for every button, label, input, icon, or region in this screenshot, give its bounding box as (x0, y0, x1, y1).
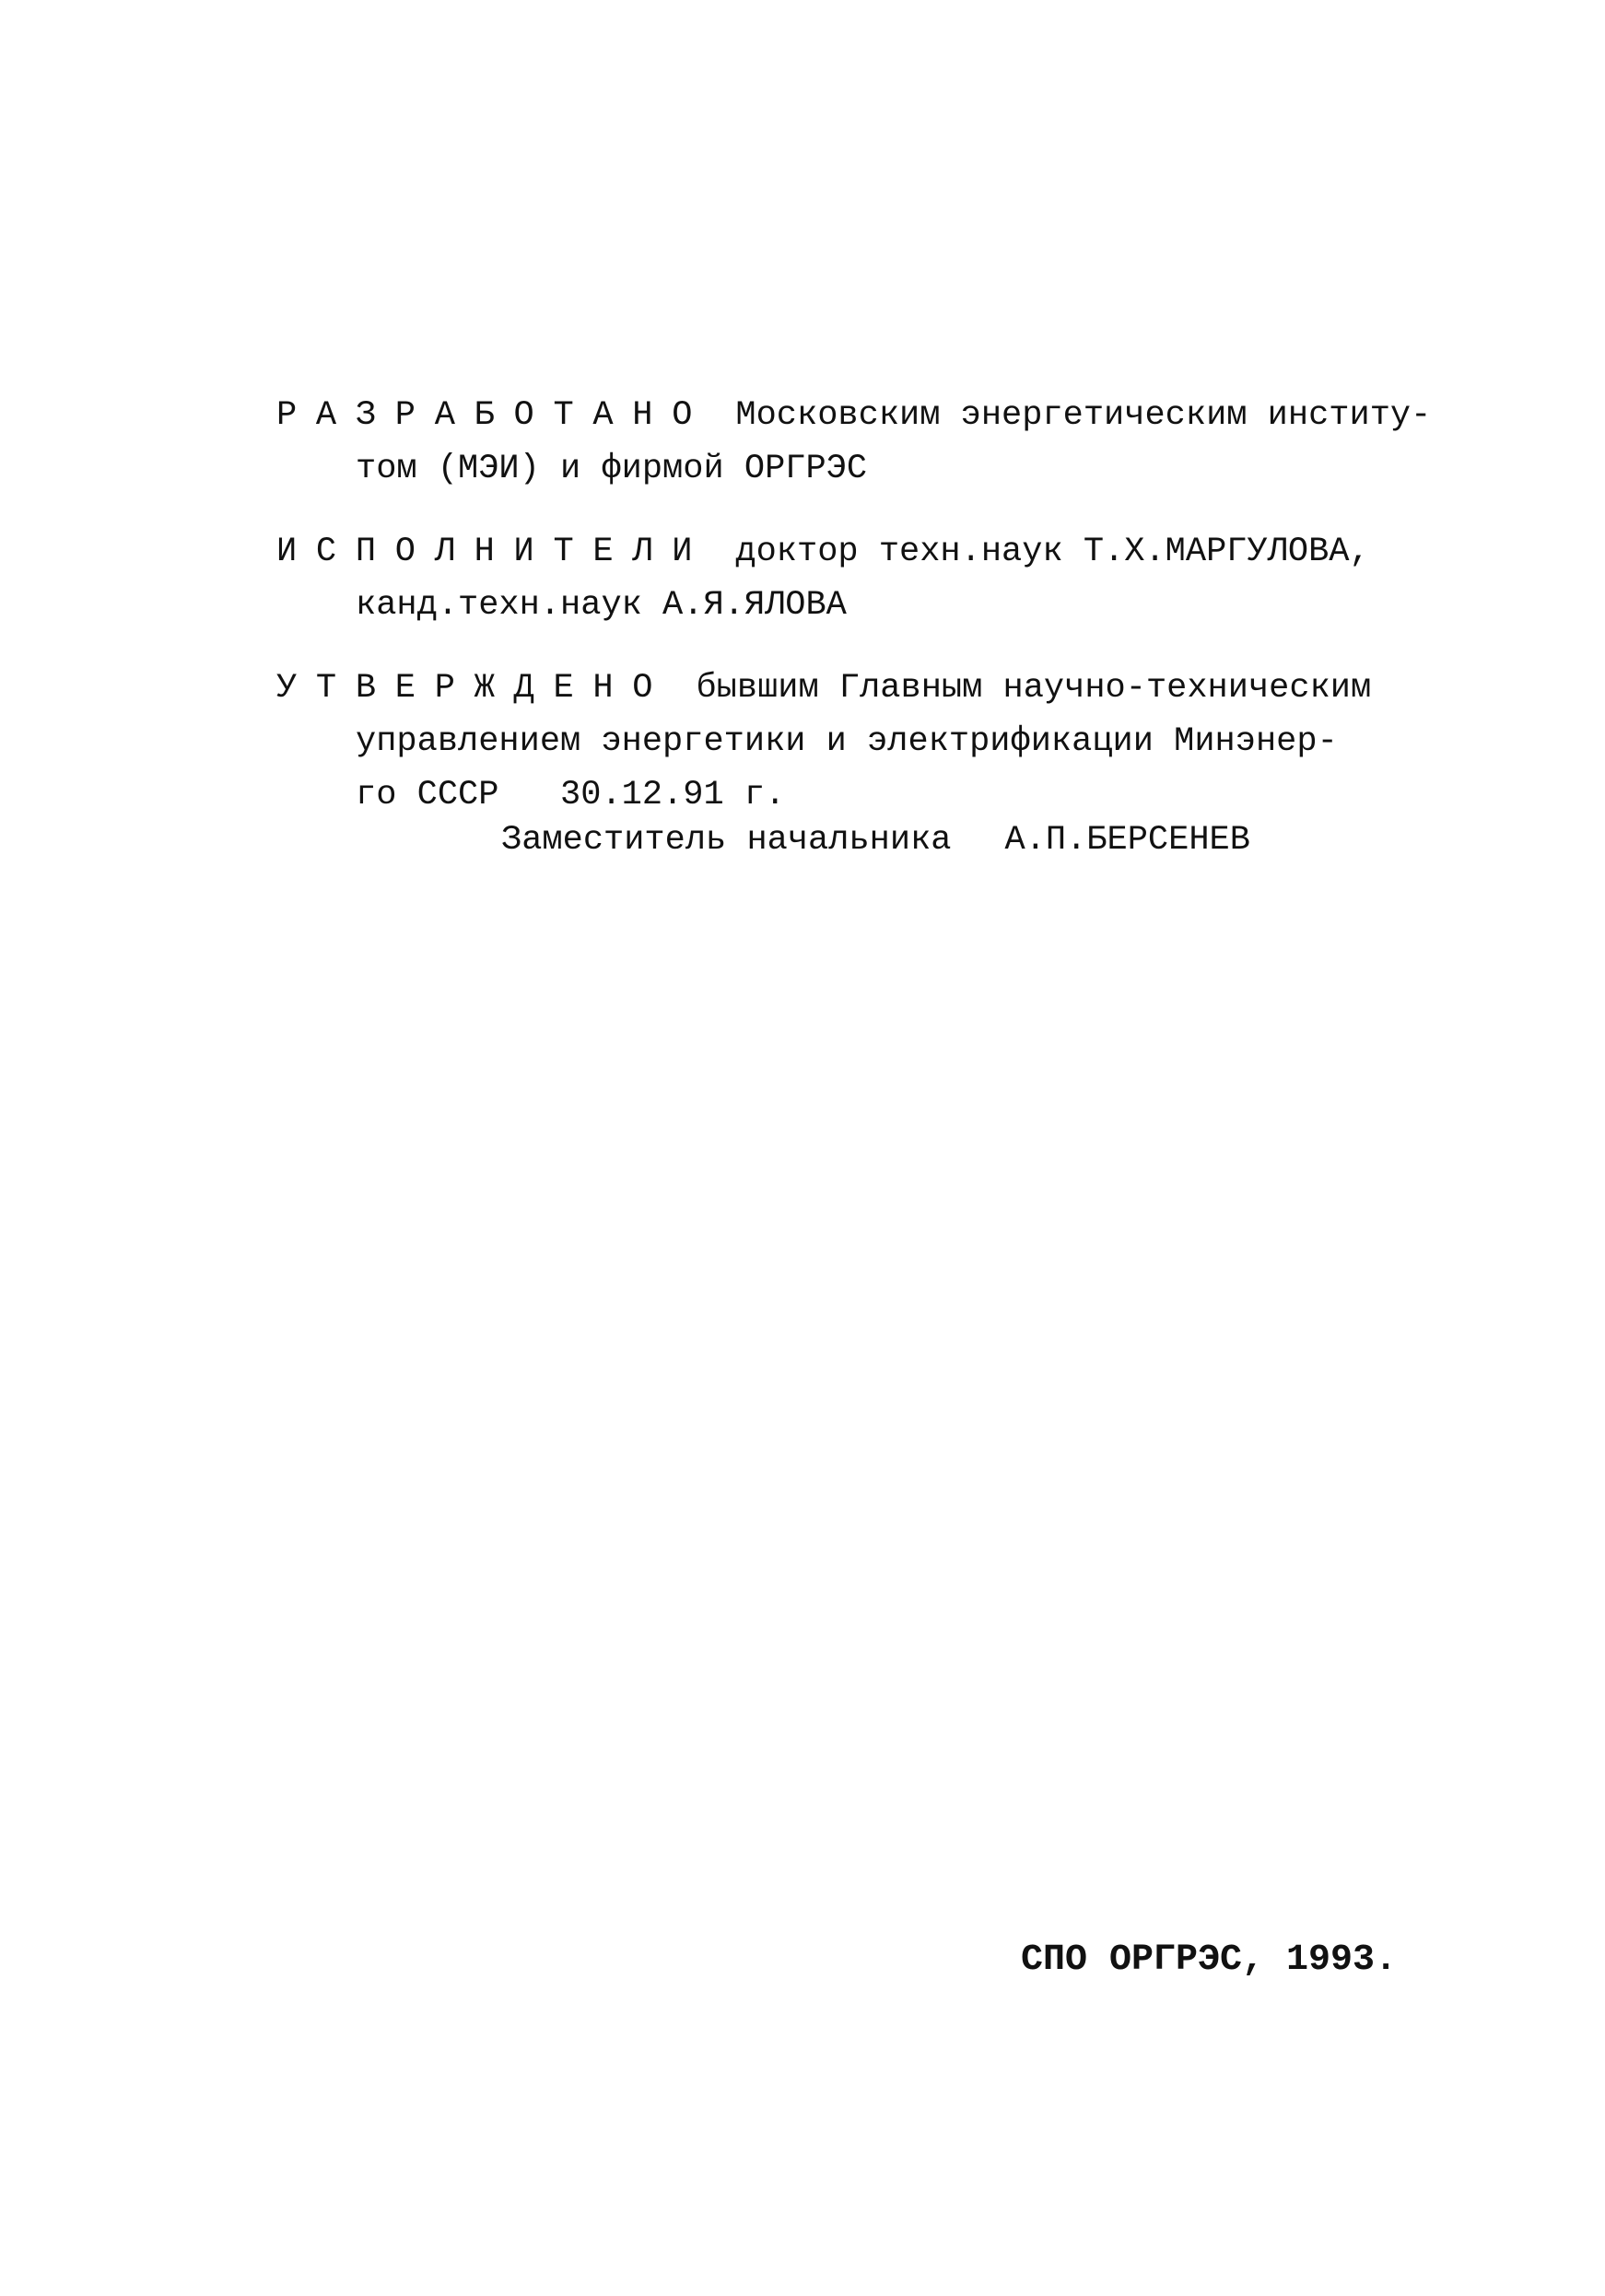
publisher-imprint: СПО ОРГРЭС, 1993. (1021, 1939, 1398, 1981)
developed-line-1 (276, 389, 1432, 442)
approved-section (276, 662, 1372, 822)
executors-section (276, 525, 1370, 632)
deputy-name: А.П.БЕРСЕНЕВ (1004, 821, 1250, 860)
deputy-title: Заместитель начальника (501, 821, 952, 860)
developed-text-1: Московским энергетическим институ- (735, 396, 1432, 435)
deputy-signature-line (501, 814, 1250, 867)
approved-line-1 (276, 662, 1372, 715)
executors-line-1 (276, 525, 1370, 579)
executors-label: ИСПОЛНИТЕЛИ (276, 533, 712, 571)
approved-text-2: управлением энергетики и электрификации Минэнер- (356, 722, 1338, 761)
developed-section (276, 389, 1432, 496)
executors-text-1: доктор техн.наук Т.Х.МАРГУЛОВА, (735, 533, 1370, 571)
approved-text-1: бывшим Главным научно-техническим (696, 669, 1372, 708)
executors-text-2: канд.техн.наук А.Я.ЯЛОВА (356, 586, 847, 625)
developed-label: РАЗРАБОТАНО (276, 396, 712, 435)
developed-text-2: том (МЭИ) и фирмой ОРГРЭС (356, 450, 868, 488)
approved-text-3: го СССР 30.12.91 г. (356, 776, 786, 814)
approved-label: УТВЕРЖДЕНО (276, 669, 673, 708)
